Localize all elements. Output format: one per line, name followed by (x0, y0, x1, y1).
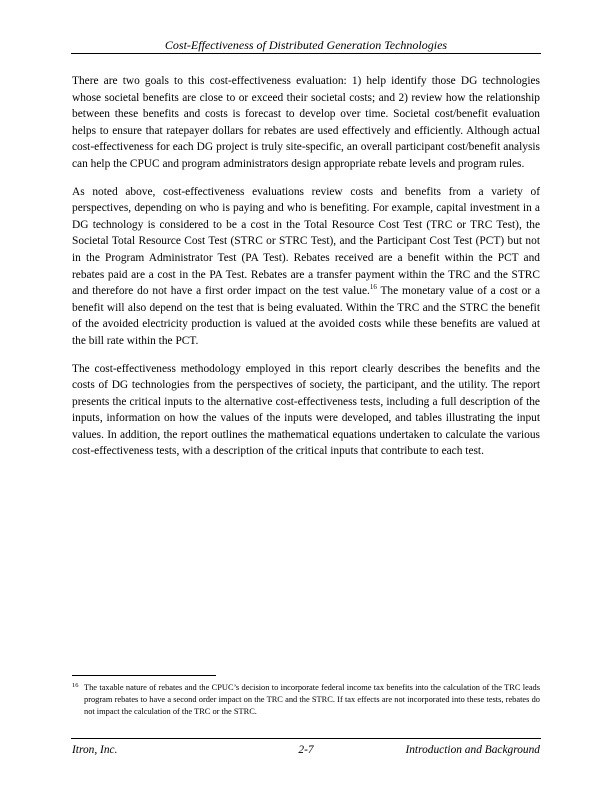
paragraph-text: The monetary value of a cost or a benefit will also depend on the test that is being evaluated. Within the TRC and the STRC the benefit of the avoided electricity production is valued at the avoided costs while these benefits are valued at the bill rate within the PCT. (72, 285, 540, 347)
page-footer (72, 743, 540, 757)
paragraph-goals: There are two goals to this cost-effectiveness evaluation: 1) help identify those DG technologies whose societal benefits are close to or exceed their societal costs; and 2) review how the relationship between these benefits and costs is forecast to develop over time. Societal cost/benefit evaluation helps to ensure that ratepayer dollars for rebates are used effectively and efficiently. Although actual cost-effectiveness for each DG project is truly site-specific, an overall participant cost/benefit analysis can help the CPUC and program administrators design appropriate rebate levels and program rules. (72, 75, 540, 170)
paragraph-methodology: The cost-effectiveness methodology employed in this report clearly describes the benefits and the costs of DG technologies from the perspectives of society, the participant, and the utility. The report presents the critical inputs to the alternative cost-effectiveness tests, including a full description of the inputs, information on how the values of the inputs were developed, and tables illustrating the input values. In addition, the report outlines the mathematical equations undertaken to calculate the various cost-effectiveness tests, with a description of the critical inputs that contribute to each test. (72, 362, 540, 458)
footer-section-title: Introduction and Background (405, 744, 540, 756)
header-rule (71, 53, 541, 54)
footer-company: Itron, Inc. (72, 744, 118, 756)
body-text (72, 73, 540, 471)
footnote-separator (72, 675, 216, 676)
page-number: 2-7 (298, 744, 314, 756)
footnote-number: 16 (72, 682, 79, 689)
paragraph-text: As noted above, cost-effectiveness evaluations review costs and benefits from a variety of perspectives, depending on who is paying and who is benefiting. For example, capital investment in a DG technology is considered to be a cost in the Total Resource Cost Test (TRC or TRC Test), the Societal Total Resource Cost Test (STRC or STRC Test), and the Participant Cost Test (PCT) but not in the Program Administrator Test (PA Test). Rebates received are a benefit within the PCT and rebates paid are a cost in the PA Test. Rebates are a transfer payment within the TRC and the STRC and therefore do not have a first order impact on the test value. (72, 185, 540, 298)
footnote-reference-16[interactable]: 16 (369, 283, 377, 292)
footer-rule (71, 738, 541, 739)
footnote-text: The taxable nature of rebates and the CPUC’s decision to incorporate federal income tax benefits into the calculation of the TRC leads program rebates to have a second order impact on the TRC and the STRC. If tax effects are not incorporated into these tests, rebates do not impact the calculation of the TRC or the STRC. (84, 683, 540, 717)
paragraph-perspectives (72, 184, 540, 350)
running-header-title: Cost-Effectiveness of Distributed Generation Technologies (164, 38, 448, 52)
footnote-16 (72, 682, 540, 719)
